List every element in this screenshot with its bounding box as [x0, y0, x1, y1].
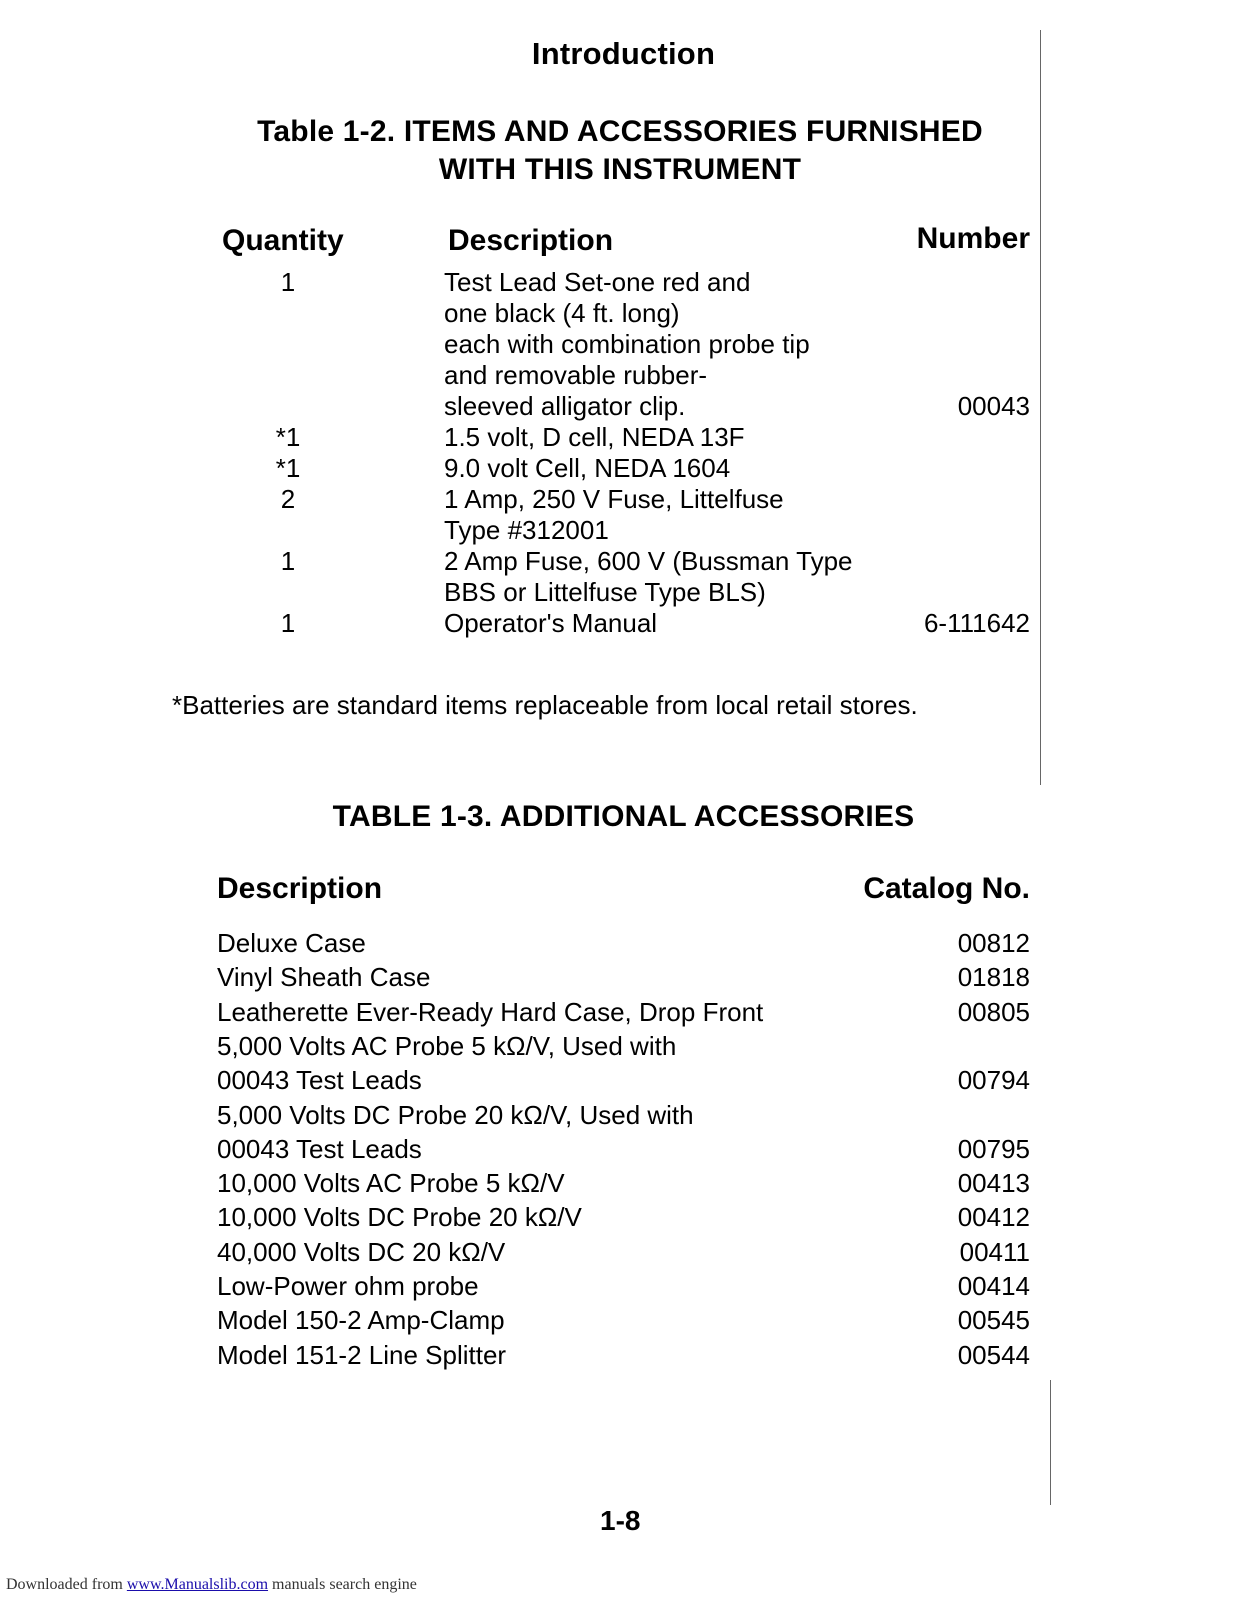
- quantity-cell: *1: [275, 453, 301, 483]
- download-footer: [6, 1576, 417, 1594]
- accessory-description: 10,000 Volts AC Probe 5 kΩ/V: [217, 1168, 565, 1198]
- catalog-number: 00794: [957, 1065, 1030, 1095]
- quantity-cell: 1: [280, 546, 296, 576]
- battery-footnote: *Batteries are standard items replaceable from local retail stores.: [172, 690, 918, 720]
- quantity-cell: 1: [280, 608, 296, 638]
- accessory-description: Model 151-2 Line Splitter: [217, 1340, 507, 1370]
- accessory-description: 5,000 Volts AC Probe 5 kΩ/V, Used with: [217, 1031, 677, 1061]
- quantity-cell: 1: [280, 267, 296, 297]
- table-1-2-title: [0, 113, 1237, 189]
- description-line: sleeved alligator clip.: [444, 391, 686, 421]
- description-line: 9.0 volt Cell, NEDA 1604: [444, 453, 731, 483]
- table-1-2-title-line2: WITH THIS INSTRUMENT: [438, 153, 802, 186]
- footer-link[interactable]: www.Manualslib.com: [126, 1576, 269, 1593]
- part-number-cell: 6-111642: [923, 608, 1030, 638]
- catalog-number: 00544: [957, 1340, 1030, 1370]
- accessory-description: Leatherette Ever-Ready Hard Case, Drop Front: [217, 997, 764, 1027]
- page-edge-line: [1050, 1380, 1051, 1505]
- catalog-number: 00795: [957, 1134, 1030, 1164]
- footer-prefix: Downloaded from: [6, 1576, 127, 1593]
- quantity-cell: 2: [280, 484, 296, 514]
- catalog-number: 01818: [957, 962, 1030, 992]
- col-header-description: Description: [448, 224, 614, 257]
- description-line: 2 Amp Fuse, 600 V (Bussman Type: [444, 546, 853, 576]
- catalog-number: 00411: [959, 1237, 1030, 1267]
- col-header-acc-description: Description: [217, 872, 383, 905]
- accessory-description: Deluxe Case: [217, 928, 366, 958]
- accessory-description: 00043 Test Leads: [217, 1065, 422, 1095]
- accessory-description: 40,000 Volts DC 20 kΩ/V: [217, 1237, 506, 1267]
- catalog-number: 00413: [957, 1168, 1030, 1198]
- accessory-description: Model 150-2 Amp-Clamp: [217, 1305, 505, 1335]
- description-line: one black (4 ft. long): [444, 298, 680, 328]
- description-line: Type #312001: [444, 515, 609, 545]
- catalog-number: 00412: [957, 1202, 1030, 1232]
- accessory-description: 5,000 Volts DC Probe 20 kΩ/V, Used with: [217, 1100, 694, 1130]
- catalog-number: 00805: [957, 997, 1030, 1027]
- description-line: Test Lead Set-one red and: [444, 267, 751, 297]
- description-line: Operator's Manual: [444, 608, 658, 638]
- description-line: and removable rubber-: [444, 360, 708, 390]
- quantity-cell: *1: [275, 422, 301, 452]
- catalog-number: 00812: [957, 928, 1030, 958]
- col-header-quantity: Quantity: [222, 224, 344, 257]
- page-number: 1-8: [600, 1505, 641, 1536]
- table-1-3-title: TABLE 1-3. ADDITIONAL ACCESSORIES: [332, 800, 915, 833]
- description-line: each with combination probe tip: [444, 329, 810, 359]
- accessory-description: 00043 Test Leads: [217, 1134, 422, 1164]
- table-1-2-title-line1: Table 1-2. ITEMS AND ACCESSORIES FURNISHED: [257, 115, 983, 148]
- part-number-cell: 00043: [957, 391, 1030, 421]
- accessory-description: Vinyl Sheath Case: [217, 962, 431, 992]
- accessory-description: Low-Power ohm probe: [217, 1271, 479, 1301]
- col-header-catalog-no: Catalog No.: [863, 872, 1030, 905]
- catalog-number: 00545: [957, 1305, 1030, 1335]
- accessory-description: 10,000 Volts DC Probe 20 kΩ/V: [217, 1202, 582, 1232]
- description-line: BBS or Littelfuse Type BLS): [444, 577, 766, 607]
- description-line: 1.5 volt, D cell, NEDA 13F: [444, 422, 745, 452]
- description-line: 1 Amp, 250 V Fuse, Littelfuse: [444, 484, 784, 514]
- catalog-number: 00414: [957, 1271, 1030, 1301]
- section-title: Introduction: [531, 36, 716, 71]
- footer-suffix: manuals search engine: [268, 1576, 417, 1593]
- col-header-number: Number: [916, 222, 1030, 255]
